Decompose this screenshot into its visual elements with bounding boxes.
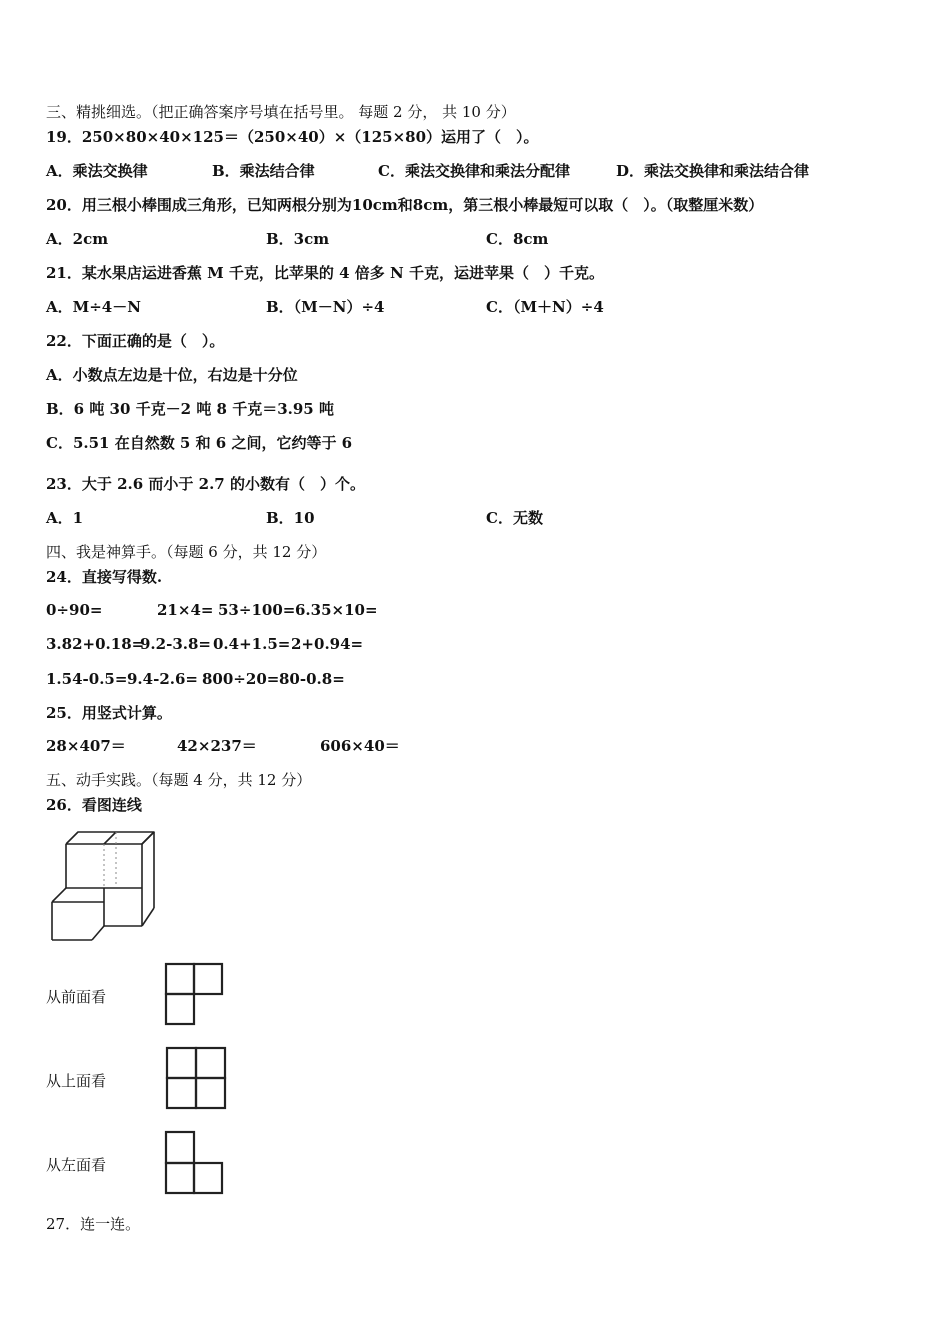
view-label-left: 从左面看 (46, 1156, 107, 1174)
q19-stem: 19．250×80×40×125＝（250×40）×（125×80）运用了（ ）。 (46, 128, 539, 146)
q23-option-a: A．1 (46, 509, 84, 527)
q23-option-c: C．无数 (486, 509, 543, 527)
q24-r1-item: 21×4= (157, 601, 214, 619)
q20-option-a: A．2cm (46, 230, 109, 248)
q25-item: 606×40＝ (320, 737, 400, 755)
section-5-heading: 五、动手实践。（每题 4 分，共 12 分） (46, 771, 312, 789)
q19-option-b: B．乘法结合律 (212, 162, 315, 180)
q24-r3-item: 1.54-0.5= (46, 670, 128, 688)
q19-option-a: A．乘法交换律 (46, 162, 148, 180)
q22-option-a: A．小数点左边是十位，右边是十分位 (46, 366, 298, 384)
q21-option-c: C．（M＋N）÷4 (486, 298, 604, 316)
q22-option-b: B．6 吨 30 千克－2 吨 8 千克＝3.95 吨 (46, 400, 334, 418)
q24-r1-item: 6.35×10= (295, 601, 378, 619)
q19-option-c: C．乘法交换律和乘法分配律 (378, 162, 570, 180)
q19-option-d: D．乘法交换律和乘法结合律 (616, 162, 810, 180)
front-view-grid (164, 962, 224, 1028)
q21-option-b: B．（M－N）÷4 (266, 298, 385, 316)
q24-r3-item: 800÷20= (202, 670, 280, 688)
q23-option-b: B．10 (266, 509, 315, 527)
view-label-front: 从前面看 (46, 988, 107, 1006)
q24-r2-item: 9.2-3.8= (140, 635, 211, 653)
q25-item: 28×407＝ (46, 737, 126, 755)
q22-stem: 22．下面正确的是（ ）。 (46, 332, 225, 350)
q24-r3-item: 9.4-2.6= (127, 670, 198, 688)
block-figure (44, 826, 160, 948)
q25-stem: 25．用竖式计算。 (46, 704, 172, 722)
q20-option-b: B．3cm (266, 230, 330, 248)
q24-stem: 24．直接写得数. (46, 568, 163, 586)
q24-r3-item: 80-0.8= (279, 670, 345, 688)
q24-r2-item: 0.4+1.5= (213, 635, 291, 653)
q21-option-a: A．M÷4－N (46, 298, 141, 316)
q24-r1-item: 0÷90= (46, 601, 103, 619)
top-view-grid (164, 1045, 228, 1111)
q24-r2-item: 3.82+0.18= (46, 635, 145, 653)
q27-stem: 27．连一连。 (46, 1215, 141, 1233)
q20-stem: 20．用三根小棒围成三角形，已知两根分别为10cm和8cm，第三根小棒最短可以取（ ）。（取整厘米数） (46, 196, 764, 214)
q21-stem: 21．某水果店运进香蕉 M 千克，比苹果的 4 倍多 N 千克，运进苹果（ ）千克。 (46, 264, 604, 282)
section-4-heading: 四、我是神算手。（每题 6 分，共 12 分） (46, 543, 327, 561)
q26-stem: 26．看图连线 (46, 796, 142, 814)
q20-option-c: C．8cm (486, 230, 549, 248)
q22-option-c: C．5.51 在自然数 5 和 6 之间，它约等于 6 (46, 434, 353, 452)
q23-stem: 23．大于 2.6 而小于 2.7 的小数有（ ）个。 (46, 475, 365, 493)
q25-item: 42×237＝ (177, 737, 257, 755)
q24-r1-item: 53÷100= (218, 601, 296, 619)
q24-r2-item: 2+0.94= (291, 635, 364, 653)
section-3-heading: 三、精挑细选。（把正确答案序号填在括号里。 每题 2 分， 共 10 分） (46, 103, 516, 121)
view-label-top: 从上面看 (46, 1072, 107, 1090)
left-view-grid (164, 1130, 226, 1196)
